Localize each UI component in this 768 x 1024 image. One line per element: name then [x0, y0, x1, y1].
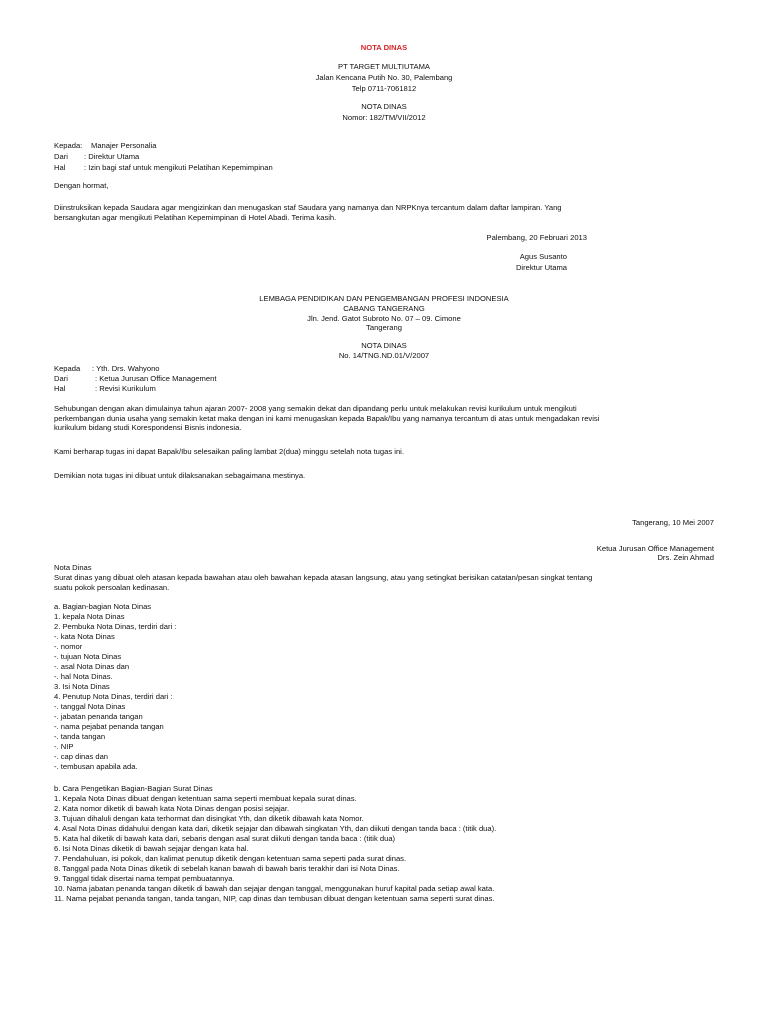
parts-list-item: -. tanggal Nota Dinas — [54, 702, 126, 711]
memo2-branch: CABANG TANGERANG — [343, 304, 425, 313]
explanation-heading: Nota Dinas — [54, 563, 92, 572]
memo1-from-label: Dari — [54, 152, 68, 161]
memo1-signer-title: Direktur Utama — [515, 263, 567, 272]
memo2-para2: Kami berharap tugas ini dapat Bapak/Ibu selesaikan paling lambat 2(dua) minggu setelah nota tugas ini. — [54, 447, 404, 456]
parts-list-item: -. kata Nota Dinas — [54, 632, 115, 641]
typing-list-item: 1. Kepala Nota Dinas dibuat dengan ketentuan sama seperti membuat kepala surat dinas. — [54, 794, 357, 803]
parts-list — [54, 602, 714, 772]
parts-list-item: -. jabatan penanda tangan — [54, 712, 143, 721]
parts-list-item: 1. kepala Nota Dinas — [54, 612, 125, 621]
memo2-title: NOTA DINAS — [361, 341, 407, 350]
explanation-def-line1: Surat dinas yang dibuat oleh atasan kepada bawahan atau oleh bawahan kepada atasan langsung, atau yang setingkat berisikan catatan/pesan singkat tentang — [54, 573, 593, 582]
memo2-subject-value: : Revisi Kurikulum — [95, 384, 156, 393]
memo1-title: NOTA DINAS — [361, 102, 407, 111]
memo2-para1-line3: kurikulum bidang studi Korespondensi Bisnis indonesia. — [54, 423, 242, 432]
typing-list-item: 6. Isi Nota Dinas diketik di bawah sejajar dengan kata hal. — [54, 844, 249, 853]
memo2-institution: LEMBAGA PENDIDIKAN DAN PENGEMBANGAN PROFESI INDONESIA — [259, 294, 509, 303]
parts-list-item: -. cap dinas dan — [54, 752, 109, 761]
memo1-to-value: Manajer Personalia — [91, 141, 157, 150]
memo1-heading: NOTA DINAS — [360, 43, 408, 52]
memo1-place-date: Palembang, 20 Februari 2013 — [486, 233, 587, 242]
memo2-from-label: Dari — [54, 374, 68, 383]
typing-list-item: 3. Tujuan dihaluli dengan kata terhormat dan disingkat Yth, dan diketik dibawah kata Nomor. — [54, 814, 364, 823]
parts-list-item: 3. Isi Nota Dinas — [54, 682, 110, 691]
parts-list-item: -. nomor — [54, 642, 83, 651]
memo1-phone: Telp 0711-7061812 — [351, 84, 417, 93]
parts-list-item: -. tanda tangan — [54, 732, 106, 741]
parts-list-item: 4. Penutup Nota Dinas, terdiri dari : — [54, 692, 173, 701]
memo1-subject-label: Hal — [54, 163, 66, 172]
typing-list-item: 8. Tanggal pada Nota Dinas diketik di sebelah kanan bawah di bawah baris terakhir dari isi Nota Dinas. — [54, 864, 400, 873]
parts-list-item: -. tembusan apabila ada. — [54, 762, 138, 771]
parts-list-item: 2. Pembuka Nota Dinas, terdiri dari : — [54, 622, 177, 631]
memo2-place-date: Tangerang, 10 Mei 2007 — [632, 518, 714, 527]
parts-list-item: -. asal Nota Dinas dan — [54, 662, 130, 671]
memo1-greeting: Dengan hormat, — [54, 181, 109, 190]
typing-list-item: 7. Pendahuluan, isi pokok, dan kalimat penutup diketik dengan ketentuan sama seperti pada surat dinas. — [54, 854, 407, 863]
memo2-para1-line1: Sehubungan dengan akan dimulainya tahun ajaran 2007- 2008 yang semakin dekat dan dipandang perlu untuk melakukan revisi kurikulum untuk mengikuti — [54, 404, 577, 413]
memo2-signer-title: Ketua Jurusan Office Management — [596, 544, 714, 553]
memo2-para1-line2: perkembangan dunia usaha yang semakin ketat maka dengan ini kami menugaskan kepada Bapak/Ibu yang namanya tercantum di atas untuk mengadakan revisi — [54, 414, 600, 423]
memo1-body-line1: Diinstruksikan kepada Saudara agar mengizinkan dan menugaskan staf Saudara yang namanya dan NRPKnya tercantum dalam daftar lampiran. Yang — [54, 203, 562, 212]
memo2-address: Jln. Jend. Gatot Subroto No. 07 – 09. Cimone — [307, 314, 461, 323]
memo2-city: Tangerang — [366, 323, 402, 332]
typing-list-item: 4. Asal Nota Dinas didahului dengan kata dari, diketik sejajar dan dibawah singkatan Yth, dan diikuti dengan tanda baca : (titik dua). — [54, 824, 497, 833]
memo2-from-value: : Ketua Jurusan Office Management — [95, 374, 217, 383]
memo2-to-label: Kepada — [54, 364, 81, 373]
typing-list-item: b. Cara Pengetikan Bagian-Bagian Surat Dinas — [54, 784, 213, 793]
memo1-address: Jalan Kencana Putih No. 30, Palembang — [315, 73, 453, 82]
memo1-to-label: Kepada: — [54, 141, 83, 150]
typing-list-item: 2. Kata nomor diketik di bawah kata Nota Dinas dengan posisi sejajar. — [54, 804, 290, 813]
typing-list-item: 11. Nama pejabat penanda tangan, tanda tangan, NIP, cap dinas dan tembusan dibuat dengan ketentuan sama seperti surat dinas. — [54, 894, 495, 903]
memo1-signer-name: Agus Susanto — [519, 252, 567, 261]
memo2-subject-label: Hal — [54, 384, 66, 393]
memo1-company: PT TARGET MULTIUTAMA — [338, 62, 430, 71]
typing-list-item: 9. Tanggal tidak disertai nama tempat pembuatannya. — [54, 874, 235, 883]
parts-list-item: -. nama pejabat penanda tangan — [54, 722, 164, 731]
memo2-to-value: : Yth. Drs. Wahyono — [92, 364, 160, 373]
typing-list-item: 5. Kata hal diketik di bawah kata dari, sebaris dengan asal surat diikuti dengan tanda baca : (titik dua) — [54, 834, 396, 843]
memo1-number: Nomor: 182/TM/VII/2012 — [342, 113, 426, 122]
explanation-def-line2: suatu pokok persoalan kedinasan. — [54, 583, 170, 592]
parts-list-item: a. Bagian-bagian Nota Dinas — [54, 602, 152, 611]
memo1-from-value: : Direktur Utama — [84, 152, 140, 161]
typing-list-item: 10. Nama jabatan penanda tangan diketik di bawah dan sejajar dengan tanggal, menggunakan huruf kapital pada setiap awal kata. — [54, 884, 495, 893]
memo2-para3: Demikian nota tugas ini dibuat untuk dilaksanakan sebagaimana mestinya. — [54, 471, 306, 480]
memo2-signer-name: Drs. Zein Ahmad — [657, 553, 714, 562]
memo2-number: No. 14/TNG.ND.01/V/2007 — [338, 351, 430, 360]
typing-list — [54, 784, 714, 904]
memo1-body-line2: bersangkutan agar mengikuti Pelatihan Kepemimpinan di Hotel Abadi. Terima kasih. — [54, 213, 337, 222]
parts-list-item: -. hal Nota Dinas. — [54, 672, 113, 681]
memo1-subject-value: : Izin bagi staf untuk mengikuti Pelatihan Kepemimpinan — [84, 163, 273, 172]
parts-list-item: -. tujuan Nota Dinas — [54, 652, 122, 661]
parts-list-item: -. NIP — [54, 742, 74, 751]
